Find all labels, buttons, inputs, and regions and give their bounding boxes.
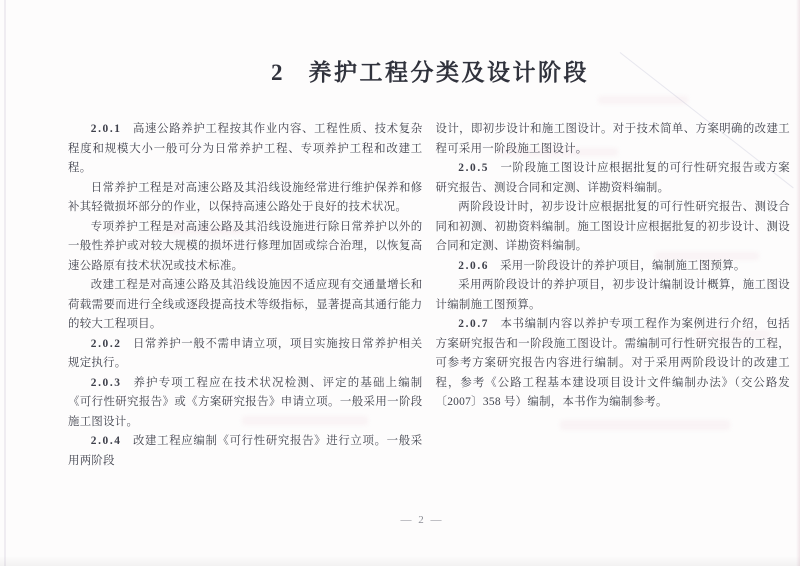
- section-number: 2.0.5: [458, 162, 490, 174]
- section-paragraph-2.0.7: [436, 315, 791, 413]
- paragraph-text: 养护专项工程应在技术状况检测、评定的基础上编制《可行性研究报告》或《方案研究报告》申请立项。一般采用一阶段施工图设计。: [68, 376, 423, 428]
- section-paragraph-2.0.3: [68, 374, 423, 433]
- paragraph-text: 采用一阶段设计的养护项目，编制施工图预算。: [500, 259, 746, 272]
- paragraph-text: 一阶段施工图设计应根据批复的可行性研究报告或方案研究报告、测设合同和定测、详勘资料编制。: [435, 162, 790, 194]
- scan-edge-artifact: [4, 0, 6, 566]
- paragraph-text: 两阶段设计时，初步设计应根据批复的可行性研究报告、测设合同和初测、初勘资料编制。施工图设计应根据批复的初步设计、测设合同和定测、详勘资料编制。: [435, 201, 790, 252]
- paragraph-text: 改建工程是对高速公路及其沿线设施因不适应现有交通量增长和荷载需要而进行全线或逐段提高技术等级指标，显著提高其通行能力的较大工程项目。: [68, 279, 423, 330]
- paragraph-text: 设计，即初步设计和施工图设计。对于技术简单、方案明确的改建工程可采用一阶段施工图设计。: [435, 123, 790, 155]
- paragraph: [68, 276, 423, 335]
- paragraph: [68, 218, 423, 277]
- section-number: 2.0.2: [90, 337, 122, 350]
- section-paragraph-2.0.1: [68, 120, 423, 179]
- section-number: 2.0.7: [458, 318, 490, 330]
- paragraph-text: 本书编制内容以养护专项工程作为案例进行介绍，包括方案研究报告和一阶段施工图设计。需编制可行性研究报告的工程，可参考方案研究报告内容进行编制。对于采用两阶段设计的改建工程，参考《公路工程基本建设项目设计文件编制办法》（交公路发〔2007〕358 号）编制，本书作为编制参考。: [435, 318, 790, 408]
- section-paragraph-2.0.4: [68, 432, 423, 471]
- section-number: 2.0.4: [90, 435, 122, 447]
- paragraph-text: 日常养护工程是对高速公路及其沿线设施经常进行维护保养和修补其轻微损坏部分的作业，以保持高速公路处于良好的技术状况。: [68, 181, 423, 213]
- section-paragraph-2.0.6: [436, 257, 791, 277]
- chapter-number: 2: [271, 60, 283, 85]
- text-column-left: [68, 120, 423, 471]
- section-paragraph-2.0.2: [68, 335, 423, 374]
- scan-edge-artifact: [796, 0, 800, 566]
- paragraph-text: 改建工程应编制《可行性研究报告》进行立项。一般采用两阶段: [68, 435, 423, 467]
- paragraph: [436, 120, 791, 159]
- ink-bleed-artifact: [598, 96, 688, 104]
- page-number: — 2 —: [400, 514, 444, 526]
- chapter-heading: [68, 56, 792, 90]
- chapter-title: 养护工程分类及设计阶段: [308, 60, 589, 85]
- paragraph: [436, 198, 791, 257]
- text-column-right: [436, 120, 791, 471]
- section-number: 2.0.1: [90, 123, 122, 135]
- section-paragraph-2.0.5: [436, 159, 791, 198]
- paragraph-text: 高速公路养护工程按其作业内容、工程性质、技术复杂程度和规模大小一般可分为日常养护工程、专项养护工程和改建工程。: [68, 123, 423, 174]
- paragraph: [436, 276, 791, 315]
- paragraph-text: 专项养护工程是对高速公路及其沿线设施进行除日常养护以外的一般性养护或对较大规模的损坏进行修理加固或综合治理，以恢复高速公路原有技术状况或技术标准。: [68, 220, 423, 272]
- paragraph-text: 采用两阶段设计的养护项目，初步设计编制设计概算，施工图设计编制施工图预算。: [435, 279, 790, 311]
- section-number: 2.0.3: [90, 376, 122, 389]
- paragraph: [68, 179, 423, 218]
- scan-shadow-artifact: [0, 556, 800, 566]
- section-number: 2.0.6: [458, 259, 490, 272]
- paragraph-text: 日常养护一般不需申请立项，项目实施按日常养护相关规定执行。: [68, 337, 423, 369]
- two-column-text-body: [68, 120, 790, 471]
